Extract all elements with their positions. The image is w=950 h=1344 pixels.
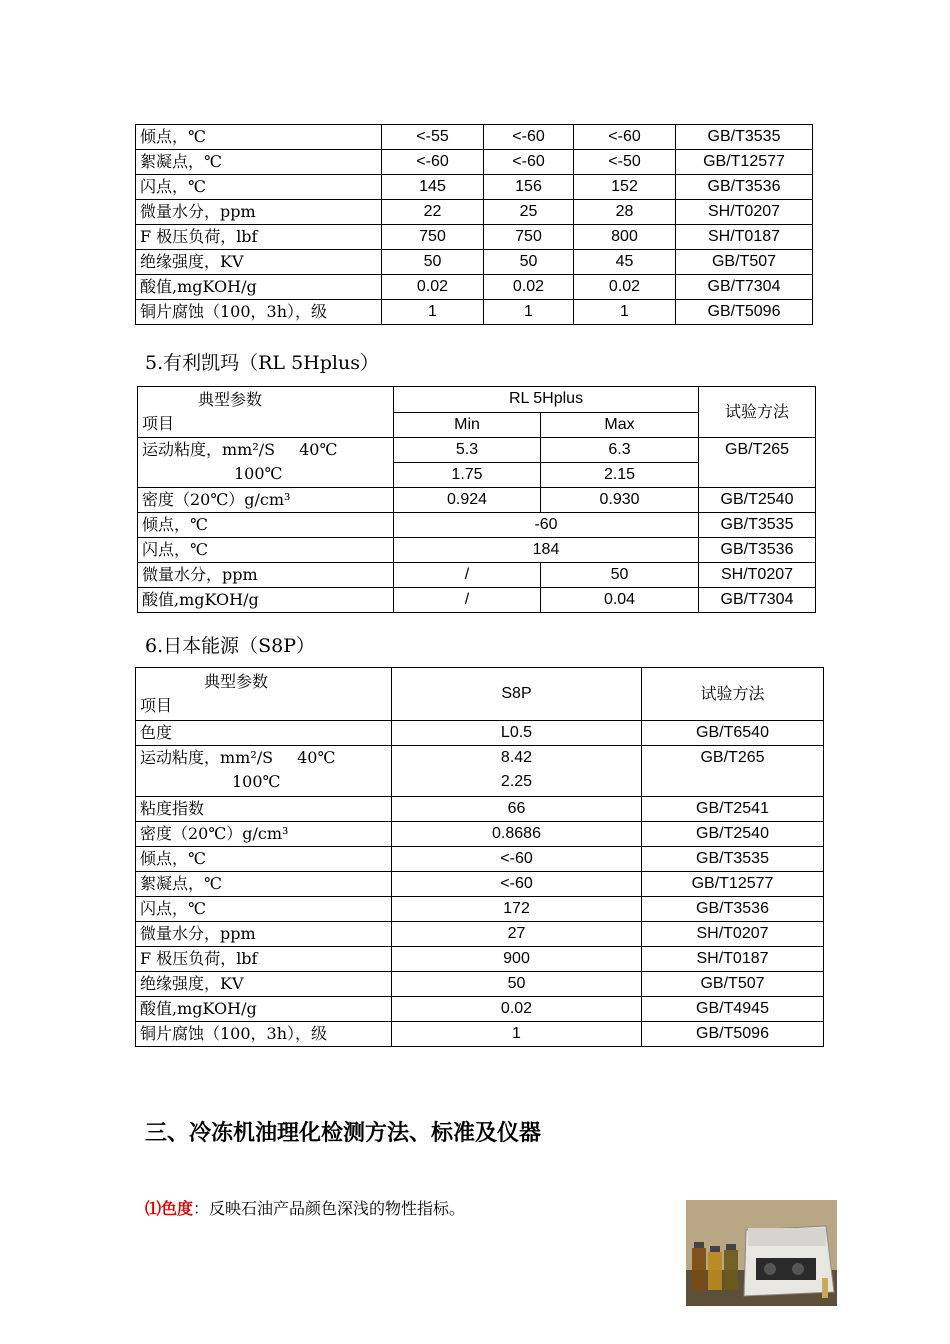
visc-values-cell <box>392 746 642 797</box>
cell-label: 微量水分，ppm <box>136 200 382 225</box>
cell-v3: <-50 <box>574 150 676 175</box>
cell-method: GB/T4945 <box>642 997 824 1022</box>
cell-label: F 极压负荷，lbf <box>136 225 382 250</box>
header-min: Min <box>394 412 541 438</box>
cell-label: 絮凝点，℃ <box>136 872 392 897</box>
visc100-value: 2.25 <box>500 773 533 790</box>
cell-value: 66 <box>392 797 642 822</box>
properties-table-continued <box>135 124 813 325</box>
cell-label: 铜片腐蚀（100，3h），级 <box>136 1022 392 1047</box>
header-product: S8P <box>392 668 642 721</box>
acid-max: 0.04 <box>541 588 699 613</box>
cell-method: GB/T2541 <box>642 797 824 822</box>
cell-label: 粘度指数 <box>136 797 392 822</box>
cell-method: GB/T3536 <box>642 897 824 922</box>
table-row <box>136 922 824 947</box>
header-params-cell <box>138 387 394 438</box>
viscosity-cell <box>138 438 394 488</box>
cell-method: GB/T3536 <box>676 175 813 200</box>
table-row <box>136 797 824 822</box>
cell-method: SH/T0207 <box>676 200 813 225</box>
acid-min: / <box>394 588 541 613</box>
cell-method: SH/T0187 <box>642 947 824 972</box>
table-row <box>136 1022 824 1047</box>
cell-v3: <-60 <box>574 125 676 150</box>
table-row <box>136 847 824 872</box>
cell-value: 172 <box>392 897 642 922</box>
cell-value: 1 <box>392 1022 642 1047</box>
cell-label: 酸值,mgKOH/g <box>136 997 392 1022</box>
cell-method: GB/T3535 <box>676 125 813 150</box>
cell-v3: 152 <box>574 175 676 200</box>
viscosity-line <box>140 746 387 770</box>
table-row <box>136 125 813 150</box>
cell-method: GB/T5096 <box>676 300 813 325</box>
header-params-cell <box>136 668 392 721</box>
table-row <box>136 175 813 200</box>
viscosity-cell <box>136 746 392 797</box>
viscosity-label: 运动粘度，mm²/S <box>142 440 276 459</box>
visc-method: GB/T265 <box>699 438 816 488</box>
cell-v2: 0.02 <box>484 275 574 300</box>
cell-value: 0.8686 <box>392 822 642 847</box>
rl5hplus-table <box>137 386 816 613</box>
cell-label: 绝缘强度，KV <box>136 972 392 997</box>
header-max: Max <box>541 412 699 438</box>
visc100-max: 2.15 <box>541 463 699 488</box>
header-item: 项目 <box>140 696 173 715</box>
table-row <box>136 746 824 797</box>
temp-40: 40℃ <box>299 440 338 459</box>
visc100-min: 1.75 <box>394 463 541 488</box>
table-row <box>138 488 816 513</box>
table-row <box>138 438 816 463</box>
table-header-row <box>138 387 816 413</box>
cell-label: 倾点，℃ <box>136 125 382 150</box>
item-term: 色度 <box>161 1199 194 1218</box>
header-params: 典型参数 <box>204 672 269 691</box>
water-min: / <box>394 563 541 588</box>
temp-40: 40℃ <box>297 748 336 767</box>
table-row <box>136 225 813 250</box>
pour-label: 倾点，℃ <box>138 513 394 538</box>
water-label: 微量水分，ppm <box>138 563 394 588</box>
color-label: 色度 <box>136 721 392 746</box>
cell-v3: 28 <box>574 200 676 225</box>
visc-method: GB/T265 <box>642 746 824 797</box>
visc40-min: 5.3 <box>394 438 541 463</box>
colorimeter-illustration <box>686 1200 837 1306</box>
visc40-value: 8.42 <box>500 749 533 766</box>
cell-value: 27 <box>392 922 642 947</box>
cell-value: <-60 <box>392 872 642 897</box>
header-item: 项目 <box>142 414 175 433</box>
cell-label: 铜片腐蚀（100，3h），级 <box>136 300 382 325</box>
header-params: 典型参数 <box>198 390 263 409</box>
header-method: 试验方法 <box>699 387 816 438</box>
table-row <box>136 947 824 972</box>
cell-label: 絮凝点，℃ <box>136 150 382 175</box>
table-row <box>138 538 816 563</box>
viscosity-label: 运动粘度，mm²/S <box>140 748 274 767</box>
flash-method: GB/T3536 <box>699 538 816 563</box>
cell-v1: <-60 <box>382 150 484 175</box>
cell-v2: 1 <box>484 300 574 325</box>
cell-value: 900 <box>392 947 642 972</box>
section-title: 三、冷冻机油理化检测方法、标准及仪器 <box>145 1120 542 1146</box>
cell-v2: 750 <box>484 225 574 250</box>
table-row <box>136 200 813 225</box>
table-row <box>136 275 813 300</box>
cell-label: 倾点，℃ <box>136 847 392 872</box>
cell-label: 闪点，℃ <box>136 897 392 922</box>
cell-label: 密度（20℃）g/cm³ <box>136 822 392 847</box>
temp-100: 100℃ <box>234 464 283 483</box>
table-row <box>136 997 824 1022</box>
acid-label: 酸值,mgKOH/g <box>138 588 394 613</box>
cell-label: 闪点，℃ <box>136 175 382 200</box>
cell-method: GB/T7304 <box>676 275 813 300</box>
visc40-max: 6.3 <box>541 438 699 463</box>
cell-v1: 50 <box>382 250 484 275</box>
pour-value: -60 <box>394 513 699 538</box>
cell-method: GB/T3535 <box>642 847 824 872</box>
cell-value: <-60 <box>392 847 642 872</box>
cell-v2: <-60 <box>484 125 574 150</box>
section-heading-s8p: 6.日本能源（S8P） <box>145 635 316 657</box>
cell-value: 0.02 <box>392 997 642 1022</box>
table-row <box>136 897 824 922</box>
table-row <box>136 822 824 847</box>
cell-v2: 50 <box>484 250 574 275</box>
cell-v1: 750 <box>382 225 484 250</box>
table-header-row <box>136 668 824 721</box>
cell-v3: 1 <box>574 300 676 325</box>
cell-v2: 156 <box>484 175 574 200</box>
cell-label: 绝缘强度，KV <box>136 250 382 275</box>
cell-label: 微量水分，ppm <box>136 922 392 947</box>
cell-value: 50 <box>392 972 642 997</box>
color-value: L0.5 <box>392 721 642 746</box>
header-method: 试验方法 <box>642 668 824 721</box>
table-row <box>138 513 816 538</box>
cell-method: GB/T2540 <box>642 822 824 847</box>
cell-v3: 0.02 <box>574 275 676 300</box>
cell-method: GB/T12577 <box>642 872 824 897</box>
cell-label: F 极压负荷，lbf <box>136 947 392 972</box>
cell-v1: 145 <box>382 175 484 200</box>
cell-method: GB/T5096 <box>642 1022 824 1047</box>
cell-v2: <-60 <box>484 150 574 175</box>
table-row <box>138 588 816 613</box>
color-paragraph <box>145 1196 465 1219</box>
colorimeter-photo <box>686 1200 837 1306</box>
table-row <box>136 150 813 175</box>
header-product: RL 5Hplus <box>394 387 699 413</box>
cell-v2: 25 <box>484 200 574 225</box>
water-method: SH/T0207 <box>699 563 816 588</box>
table-row <box>136 972 824 997</box>
cell-v3: 45 <box>574 250 676 275</box>
viscosity-line <box>142 438 389 462</box>
density-label: 密度（20℃）g/cm³ <box>138 488 394 513</box>
table-row <box>136 300 813 325</box>
pour-method: GB/T3535 <box>699 513 816 538</box>
cell-method: SH/T0207 <box>642 922 824 947</box>
acid-method: GB/T7304 <box>699 588 816 613</box>
s8p-table <box>135 667 824 1047</box>
cell-v1: 0.02 <box>382 275 484 300</box>
cell-v1: <-55 <box>382 125 484 150</box>
cell-method: GB/T12577 <box>676 150 813 175</box>
cell-v3: 800 <box>574 225 676 250</box>
item-text: 反映石油产品颜色深浅的物性指标。 <box>209 1199 466 1218</box>
cell-method: GB/T507 <box>642 972 824 997</box>
density-min: 0.924 <box>394 488 541 513</box>
cell-label: 酸值,mgKOH/g <box>136 275 382 300</box>
table-row <box>136 250 813 275</box>
color-method: GB/T6540 <box>642 721 824 746</box>
water-max: 50 <box>541 563 699 588</box>
flash-value: 184 <box>394 538 699 563</box>
cell-v1: 22 <box>382 200 484 225</box>
density-method: GB/T2540 <box>699 488 816 513</box>
section-heading-rl5hplus: 5.有利凯玛（RL 5Hplus） <box>145 352 379 374</box>
density-max: 0.930 <box>541 488 699 513</box>
item-colon: ： <box>193 1199 210 1218</box>
table-row <box>136 872 824 897</box>
table-row <box>138 563 816 588</box>
cell-v1: 1 <box>382 300 484 325</box>
flash-label: 闪点，℃ <box>138 538 394 563</box>
cell-method: SH/T0187 <box>676 225 813 250</box>
item-prefix: ⑴ <box>145 1199 162 1218</box>
temp-100: 100℃ <box>232 772 281 791</box>
cell-method: GB/T507 <box>676 250 813 275</box>
table-row <box>136 721 824 746</box>
